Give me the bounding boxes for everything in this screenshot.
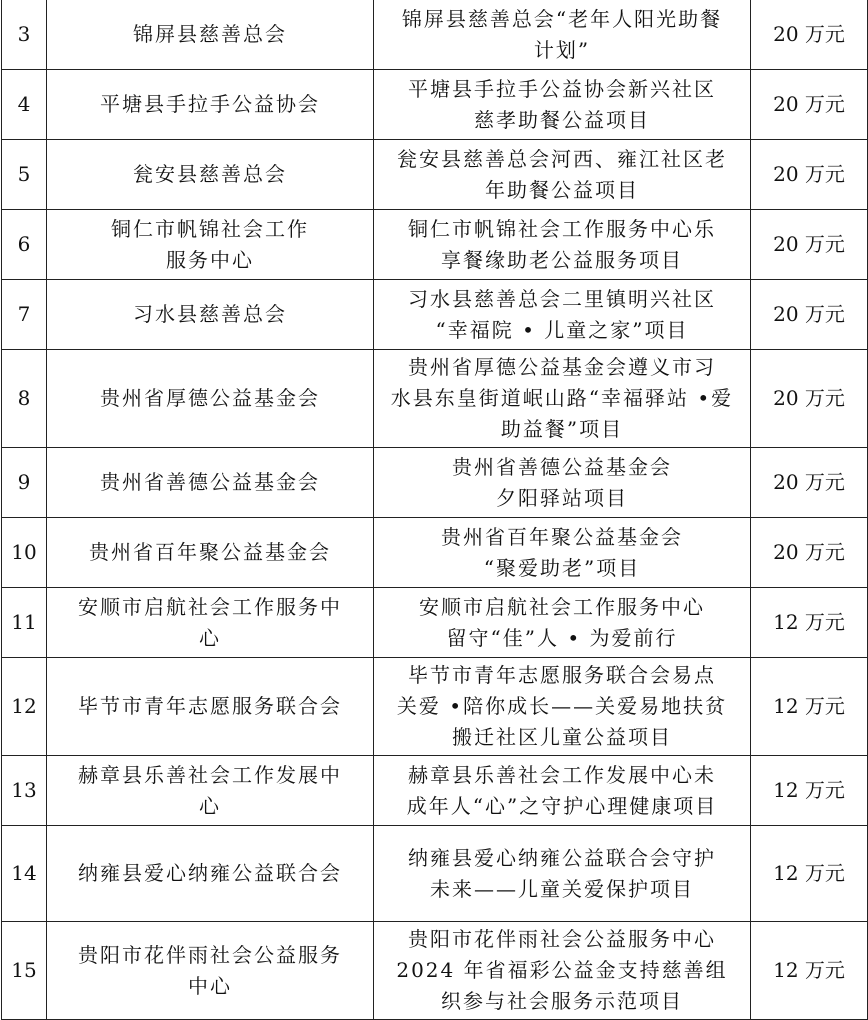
table-row	[2, 0, 868, 70]
funding-amount: 12 万元	[751, 658, 868, 756]
organization-name: 锦屏县慈善总会	[47, 0, 374, 70]
funding-amount: 20 万元	[751, 448, 868, 518]
project-name: 毕节市青年志愿服务联合会易点 关爱 •陪你成长——关爱易地扶贫 搬迁社区儿童公益项目	[374, 658, 751, 756]
project-name: 贵州省厚德公益基金会遵义市习 水县东皇街道岷山路“幸福驿站 •爱 助益餐”项目	[374, 350, 751, 448]
funding-amount: 20 万元	[751, 140, 868, 210]
project-name: 纳雍县爱心纳雍公益联合会守护 未来——儿童关爱保护项目	[374, 826, 751, 922]
table-row	[2, 588, 868, 658]
table-row	[2, 350, 868, 448]
funding-amount: 20 万元	[751, 350, 868, 448]
project-name: 铜仁市帆锦社会工作服务中心乐 享餐缘助老公益服务项目	[374, 210, 751, 280]
project-name: 瓮安县慈善总会河西、雍江社区老 年助餐公益项目	[374, 140, 751, 210]
funding-amount: 12 万元	[751, 756, 868, 826]
funding-table	[1, 0, 868, 1020]
project-name: 贵阳市花伴雨社会公益服务中心 2024 年省福彩公益金支持慈善组 织参与社会服务示范项目	[374, 922, 751, 1020]
table-row	[2, 518, 868, 588]
project-name: 平塘县手拉手公益协会新兴社区 慈孝助餐公益项目	[374, 70, 751, 140]
table-row	[2, 70, 868, 140]
row-number: 8	[2, 350, 47, 448]
funding-amount: 20 万元	[751, 280, 868, 350]
row-number: 10	[2, 518, 47, 588]
row-number: 5	[2, 140, 47, 210]
organization-name: 贵州省善德公益基金会	[47, 448, 374, 518]
table-row	[2, 280, 868, 350]
row-number: 12	[2, 658, 47, 756]
row-number: 9	[2, 448, 47, 518]
funding-amount: 20 万元	[751, 518, 868, 588]
table-row	[2, 826, 868, 922]
organization-name: 瓮安县慈善总会	[47, 140, 374, 210]
row-number: 7	[2, 280, 47, 350]
table-row	[2, 658, 868, 756]
project-name: 赫章县乐善社会工作发展中心未 成年人“心”之守护心理健康项目	[374, 756, 751, 826]
row-number: 6	[2, 210, 47, 280]
row-number: 4	[2, 70, 47, 140]
organization-name: 习水县慈善总会	[47, 280, 374, 350]
row-number: 3	[2, 0, 47, 70]
row-number: 15	[2, 922, 47, 1020]
organization-name: 平塘县手拉手公益协会	[47, 70, 374, 140]
organization-name: 贵州省百年聚公益基金会	[47, 518, 374, 588]
table-row	[2, 448, 868, 518]
organization-name: 赫章县乐善社会工作发展中 心	[47, 756, 374, 826]
table-row	[2, 140, 868, 210]
organization-name: 贵阳市花伴雨社会公益服务 中心	[47, 922, 374, 1020]
organization-name: 铜仁市帆锦社会工作 服务中心	[47, 210, 374, 280]
project-name: 贵州省善德公益基金会 夕阳驿站项目	[374, 448, 751, 518]
project-name: 贵州省百年聚公益基金会 “聚爱助老”项目	[374, 518, 751, 588]
table-row	[2, 756, 868, 826]
funding-amount: 12 万元	[751, 826, 868, 922]
funding-amount: 12 万元	[751, 922, 868, 1020]
row-number: 13	[2, 756, 47, 826]
table-row	[2, 922, 868, 1020]
row-number: 14	[2, 826, 47, 922]
table-row	[2, 210, 868, 280]
organization-name: 安顺市启航社会工作服务中 心	[47, 588, 374, 658]
organization-name: 毕节市青年志愿服务联合会	[47, 658, 374, 756]
funding-amount: 20 万元	[751, 70, 868, 140]
project-name: 锦屏县慈善总会“老年人阳光助餐 计划”	[374, 0, 751, 70]
funding-amount: 20 万元	[751, 0, 868, 70]
funding-amount: 20 万元	[751, 210, 868, 280]
funding-amount: 12 万元	[751, 588, 868, 658]
organization-name: 贵州省厚德公益基金会	[47, 350, 374, 448]
organization-name: 纳雍县爱心纳雍公益联合会	[47, 826, 374, 922]
project-name: 习水县慈善总会二里镇明兴社区 “幸福院 • 儿童之家”项目	[374, 280, 751, 350]
row-number: 11	[2, 588, 47, 658]
project-name: 安顺市启航社会工作服务中心 留守“佳”人 • 为爱前行	[374, 588, 751, 658]
